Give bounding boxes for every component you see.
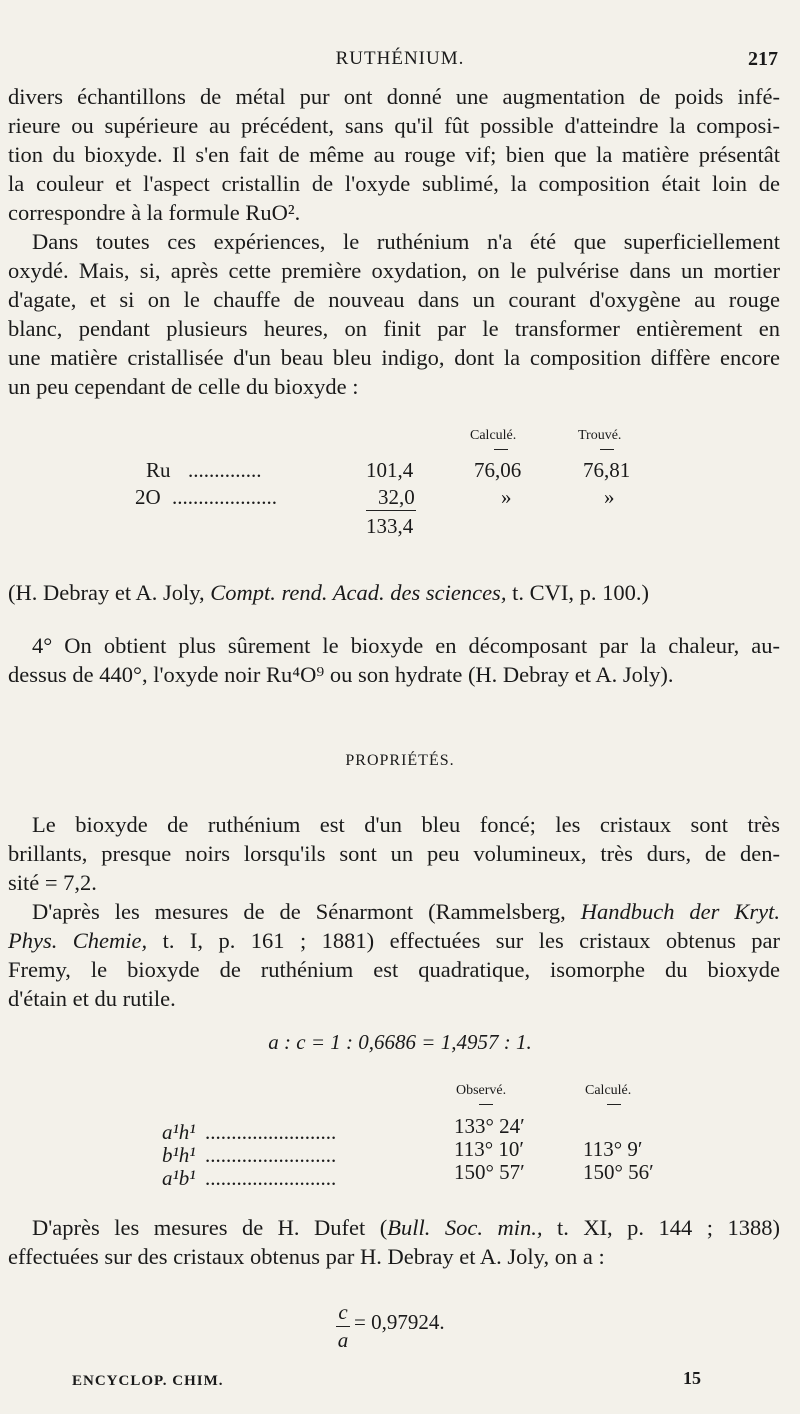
text-run: t. XI, p. 144 ; 1388) <box>542 1215 780 1240</box>
column-header-observe: Observé. <box>456 1083 507 1098</box>
paragraph-line: Fremy, le bioxyde de ruthénium est quadratique, isomorphe du bioxyde <box>8 957 780 982</box>
paragraph-line: blanc, pendant plusieurs heures, on finit par le transformer entièrement en <box>8 316 780 341</box>
header-dash <box>479 1104 493 1105</box>
section-title: PROPRIÉTÉS. <box>345 752 455 769</box>
book-title: Phys. Chemie, <box>8 928 148 953</box>
row-found: 76,81 <box>583 458 631 482</box>
column-header-calcule: Calculé. <box>585 1083 632 1098</box>
fraction-denominator: a <box>337 1328 349 1352</box>
paragraph-line: une matière cristallisée d'un beau bleu indigo, dont la composition diffère encore <box>8 345 780 370</box>
leader-dots: .................... <box>172 485 277 509</box>
calculated-angle: 150° 56′ <box>583 1160 654 1184</box>
calculated-angle: 113° 9′ <box>583 1137 643 1161</box>
citation-journal: Compt. rend. Acad. des sciences, <box>210 580 507 605</box>
paragraph-line <box>32 1215 780 1241</box>
paragraph-line: Le bioxyde de ruthénium est d'un bleu foncé; les cristaux sont très <box>32 812 780 837</box>
row-label: 2O <box>135 485 161 509</box>
header-dash <box>607 1104 621 1105</box>
running-header: RUTHÉNIUM. <box>335 48 465 69</box>
paragraph-line: d'étain et du rutile. <box>8 986 176 1011</box>
row-label: Ru <box>146 458 171 482</box>
paragraph-line: effectuées sur des cristaux obtenus par H. Debray et A. Joly, on a : <box>8 1244 605 1269</box>
paragraph-line: la couleur et l'aspect cristallin de l'oxyde sublimé, la composition était loin de <box>8 171 780 196</box>
paragraph-line: Dans toutes ces expériences, le ruthénium n'a été que superficiellement <box>32 229 780 254</box>
header-dash <box>494 449 508 450</box>
face-pair-label: a¹h¹ <box>162 1120 196 1144</box>
journal-title: Bull. Soc. min., <box>387 1215 543 1240</box>
paragraph-line: rieure ou supérieure au précédent, sans qu'il fût possible d'atteindre la composi- <box>8 113 780 138</box>
paragraph-line: oxydé. Mais, si, après cette première oxydation, on le pulvérise dans un mortier <box>8 258 780 283</box>
paragraph-line: tion du bioxyde. Il s'en fait de même au rouge vif; bien que la matière présentât <box>8 142 780 167</box>
paragraph-line: divers échantillons de métal pur ont donné une augmentation de poids infé- <box>8 84 780 109</box>
paragraph-line <box>8 928 780 954</box>
page-number: 217 <box>748 48 778 70</box>
column-header-calcule: Calculé. <box>470 428 517 443</box>
face-pair-label: a¹b¹ <box>162 1166 196 1190</box>
fraction-bar <box>336 1326 350 1327</box>
paragraph-line: dessus de 440°, l'oxyde noir Ru⁴O⁹ ou son hydrate (H. Debray et A. Joly). <box>8 662 674 687</box>
row-calculated: 76,06 <box>474 458 522 482</box>
text-run: D'après les mesures de H. Dufet ( <box>32 1215 388 1240</box>
paragraph-line: 4° On obtient plus sûrement le bioxyde en décomposant par la chaleur, au- <box>32 633 780 658</box>
fraction <box>336 1300 350 1353</box>
citation-reference: t. CVI, p. 100.) <box>506 580 649 605</box>
citation-authors: (H. Debray et A. Joly, <box>8 580 211 605</box>
text-run: t. I, p. 161 ; 1881) effectuées sur les cristaux obtenus par <box>147 928 780 953</box>
table-total: 133,4 <box>366 514 414 538</box>
footer-signature: ENCYCLOP. CHIM. <box>72 1373 224 1389</box>
leader-dots: ......................... <box>205 1120 337 1144</box>
signature-number: 15 <box>683 1368 701 1388</box>
face-pair-label: b¹h¹ <box>162 1143 196 1167</box>
fraction-numerator: c <box>338 1300 348 1324</box>
row-found: » <box>604 485 615 509</box>
leader-dots: .............. <box>188 458 262 482</box>
row-calculated: » <box>501 485 512 509</box>
row-value: 32,0 <box>378 485 415 509</box>
book-title: Handbuch der Kryt. <box>580 899 780 924</box>
axis-ratio-formula: a : c = 1 : 0,6686 = 1,4957 : 1. <box>268 1030 532 1054</box>
paragraph-line: d'agate, et si on le chauffe de nouveau dans un courant d'oxygène au rouge <box>8 287 780 312</box>
row-value: 101,4 <box>366 458 414 482</box>
paragraph-line: correspondre à la formule RuO². <box>8 200 301 225</box>
citation <box>8 580 780 606</box>
fraction-value: = 0,97924. <box>354 1310 445 1334</box>
leader-dots: ......................... <box>205 1166 337 1190</box>
paragraph-line: sité = 7,2. <box>8 870 97 895</box>
leader-dots: ......................... <box>205 1143 337 1167</box>
observed-angle: 133° 24′ <box>454 1114 525 1138</box>
header-dash <box>600 449 614 450</box>
text-run: D'après les mesures de de Sénarmont (Rammelsberg, <box>32 899 581 924</box>
column-header-trouve: Trouvé. <box>578 428 622 443</box>
observed-angle: 113° 10′ <box>454 1137 524 1161</box>
observed-angle: 150° 57′ <box>454 1160 525 1184</box>
paragraph-line <box>32 899 780 925</box>
sum-rule <box>366 510 416 511</box>
paragraph-line: un peu cependant de celle du bioxyde : <box>8 374 359 399</box>
paragraph-line: brillants, presque noirs lorsqu'ils sont un peu volumineux, très durs, de den- <box>8 841 780 866</box>
